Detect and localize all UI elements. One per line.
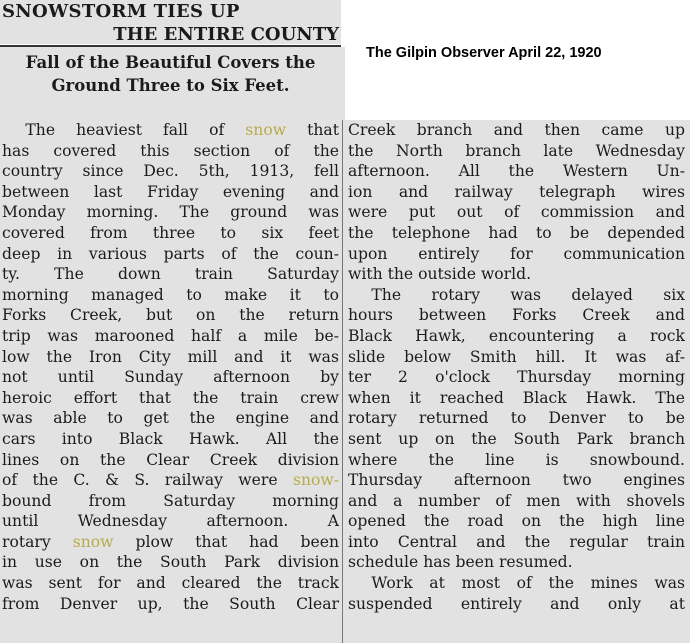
text-line bbox=[348, 429, 685, 450]
text-line bbox=[2, 532, 339, 553]
text-line bbox=[2, 182, 339, 203]
text-segment: Creek branch and then came up bbox=[348, 121, 685, 139]
text-line bbox=[2, 470, 339, 491]
text-line bbox=[2, 223, 339, 244]
text-line bbox=[348, 223, 685, 244]
text-segment: low the Iron City mill and it was bbox=[2, 347, 339, 366]
text-segment: not until Sunday afternoon by bbox=[2, 368, 339, 387]
text-line bbox=[2, 347, 339, 368]
text-line bbox=[348, 120, 685, 141]
text-segment: was sent for and cleared the track bbox=[2, 574, 339, 593]
article-column-2 bbox=[348, 120, 685, 614]
text-line bbox=[2, 573, 339, 594]
text-line bbox=[348, 532, 685, 553]
text-segment: rotary returned to Denver to be bbox=[348, 409, 685, 428]
text-line bbox=[2, 326, 339, 347]
text-segment: ion and railway telegraph wires bbox=[348, 182, 685, 201]
text-line bbox=[348, 450, 685, 471]
text-line bbox=[2, 552, 339, 573]
text-segment: morning managed to make it to bbox=[2, 285, 339, 304]
text-line bbox=[2, 429, 339, 450]
text-segment: in use on the South Park division bbox=[2, 553, 339, 572]
subheadline-line-2: Ground Three to Six Feet. bbox=[51, 76, 290, 95]
text-line bbox=[348, 594, 685, 615]
text-line bbox=[348, 202, 685, 223]
text-segment: between last Friday evening and bbox=[2, 182, 339, 201]
text-line bbox=[348, 552, 685, 573]
headline-line-2: THE ENTIRE COUNTY bbox=[113, 24, 339, 45]
highlighted-word: snow- bbox=[292, 471, 339, 490]
text-segment: Forks Creek, but on the return bbox=[2, 306, 339, 325]
article-column-1 bbox=[2, 120, 339, 614]
text-line bbox=[348, 141, 685, 162]
text-segment: The rotary was delayed six bbox=[348, 285, 685, 304]
subheadline bbox=[2, 51, 339, 97]
text-line bbox=[348, 161, 685, 182]
text-line bbox=[2, 408, 339, 429]
source-caption: The Gilpin Observer April 22, 1920 bbox=[366, 45, 602, 61]
text-segment: the North branch late Wednesday bbox=[348, 141, 685, 160]
highlighted-word: snow bbox=[72, 532, 114, 551]
text-line bbox=[348, 408, 685, 429]
text-segment: that bbox=[286, 121, 339, 139]
text-segment: was able to get the engine and bbox=[2, 409, 339, 428]
text-line bbox=[348, 244, 685, 265]
text-segment: afternoon. All the Western Un- bbox=[348, 162, 685, 181]
text-segment: suspended entirely and only at bbox=[348, 594, 685, 613]
text-segment: Monday morning. The ground was bbox=[2, 203, 339, 222]
text-line bbox=[2, 305, 339, 326]
text-segment: slide below Smith hill. It was af- bbox=[348, 347, 685, 366]
text-line bbox=[2, 264, 339, 285]
text-line bbox=[348, 305, 685, 326]
text-segment: the telephone had to be depended bbox=[348, 223, 685, 242]
highlighted-word: snow bbox=[245, 121, 287, 139]
text-segment: ter 2 o'clock Thursday morning bbox=[348, 368, 685, 387]
text-segment: with the outside world. bbox=[348, 265, 532, 284]
text-line bbox=[348, 347, 685, 368]
text-segment: heroic effort that the train crew bbox=[2, 388, 339, 407]
text-segment: when it reached Black Hawk. The bbox=[348, 388, 685, 407]
text-line bbox=[348, 264, 685, 285]
text-line bbox=[2, 141, 339, 162]
text-line bbox=[2, 202, 339, 223]
text-line bbox=[348, 388, 685, 409]
text-segment: cars into Black Hawk. All the bbox=[2, 429, 339, 448]
text-line bbox=[2, 388, 339, 409]
column-divider bbox=[342, 120, 343, 643]
text-line bbox=[348, 511, 685, 532]
text-segment: lines on the Clear Creek division bbox=[2, 450, 339, 469]
text-segment: from Denver up, the South Clear bbox=[2, 594, 339, 613]
text-segment: Work at most of the mines was bbox=[348, 574, 685, 593]
text-line bbox=[2, 511, 339, 532]
text-segment: plow that had been bbox=[113, 532, 339, 551]
text-segment: were put out of commission and bbox=[348, 203, 685, 222]
text-line bbox=[2, 367, 339, 388]
text-line bbox=[348, 182, 685, 203]
text-segment: trip was marooned half a mile be- bbox=[2, 326, 339, 345]
text-segment: upon entirely for communication bbox=[348, 244, 685, 263]
text-segment: bound from Saturday morning bbox=[2, 491, 339, 510]
text-segment: sent up on the South Park branch bbox=[348, 429, 685, 448]
text-segment: The heaviest fall of bbox=[2, 121, 246, 139]
text-segment: where the line is snowbound. bbox=[348, 450, 685, 469]
text-line bbox=[2, 285, 339, 306]
text-line bbox=[2, 161, 339, 182]
text-segment: and a number of men with shovels bbox=[348, 491, 685, 510]
text-segment: has covered this section of the bbox=[2, 141, 339, 160]
text-segment: covered from three to six feet bbox=[2, 223, 339, 242]
text-line bbox=[348, 573, 685, 594]
text-line bbox=[2, 450, 339, 471]
text-segment: hours between Forks Creek and bbox=[348, 306, 685, 325]
text-segment: Thursday afternoon two engines bbox=[348, 471, 685, 490]
text-line bbox=[348, 491, 685, 512]
text-segment: into Central and the regular train bbox=[348, 532, 685, 551]
text-segment: until Wednesday afternoon. A bbox=[2, 512, 339, 531]
text-segment: deep in various parts of the coun- bbox=[2, 244, 339, 263]
text-line bbox=[2, 244, 339, 265]
text-segment: of the C. & S. railway were bbox=[2, 471, 293, 490]
text-segment: Black Hawk, encountering a rock bbox=[348, 326, 685, 345]
text-line bbox=[2, 491, 339, 512]
text-line bbox=[348, 285, 685, 306]
text-segment: opened the road on the high line bbox=[348, 512, 685, 531]
text-line bbox=[2, 120, 339, 141]
text-line bbox=[348, 470, 685, 491]
text-segment: schedule has been resumed. bbox=[348, 553, 573, 572]
subheadline-line-1: Fall of the Beautiful Covers the bbox=[25, 53, 316, 72]
text-segment: ty. The down train Saturday bbox=[2, 265, 339, 284]
text-line bbox=[2, 594, 339, 615]
text-segment: country since Dec. 5th, 1913, fell bbox=[2, 162, 339, 181]
text-segment: rotary bbox=[2, 532, 73, 551]
text-line bbox=[348, 326, 685, 347]
headline-line-1: SNOWSTORM TIES UP bbox=[2, 1, 240, 22]
text-line bbox=[348, 367, 685, 388]
